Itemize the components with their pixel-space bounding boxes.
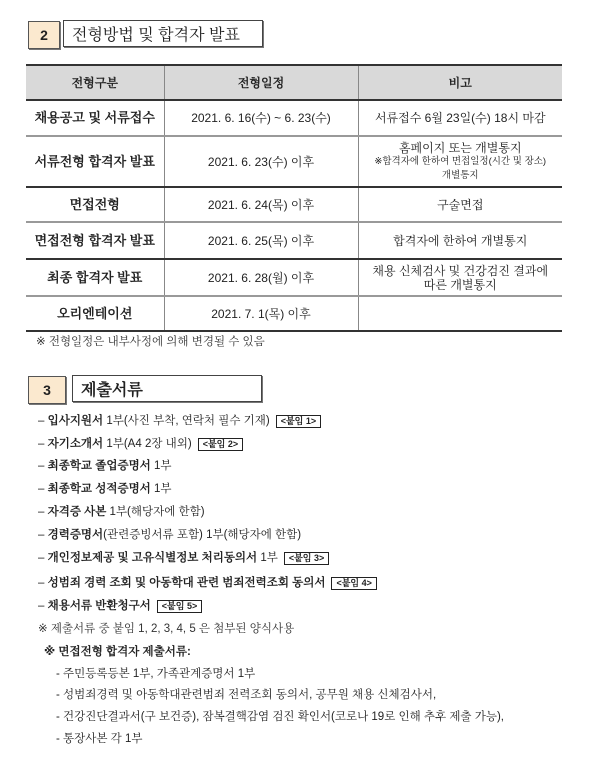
document-detail: 1부	[150, 460, 172, 472]
document-detail: 1부(해당자에 한함)	[106, 506, 205, 518]
dash: –	[38, 600, 45, 612]
dash: –	[38, 460, 45, 472]
section-title-3: 제출서류	[72, 375, 262, 402]
document-name: 자기소개서	[47, 438, 104, 450]
section-title-2: 전형방법 및 합격자 발표	[63, 20, 263, 47]
interview-doc-item: - 주민등록등본 1부, 가족관계증명서 1부	[56, 668, 256, 680]
table-row: 최종 합격자 발표 2021. 6. 28(월) 이후 채용 신체검사 및 건강검진 결과에 따른 개별통지	[26, 259, 562, 296]
document-name: 최종학교 졸업증명서	[47, 460, 151, 472]
document-name: 경력증명서	[47, 529, 104, 541]
table-header	[26, 65, 562, 100]
document-item	[38, 574, 377, 590]
dash: –	[38, 529, 45, 541]
document-name: 성범죄 경력 조회 및 아동학대 관련 범죄전력조회 동의서	[47, 577, 326, 589]
table-row: 면접전형 합격자 발표 2021. 6. 25(목) 이후 합격자에 한하여 개별통지	[26, 222, 562, 259]
document-item	[38, 549, 329, 565]
schedule-footnote: ※ 전형일정은 내부사정에 의해 변경될 수 있음	[36, 336, 265, 348]
section-number-3: 3	[28, 376, 66, 404]
document-name: 개인정보제공 및 고유식별정보 처리동의서	[47, 552, 258, 564]
dash: –	[38, 483, 45, 495]
table-row: 오리엔테이션 2021. 7. 1(목) 이후	[26, 296, 562, 331]
document-detail: (관련증빙서류 포함) 1부(해당자에 한함)	[103, 529, 302, 541]
document-name: 자격증 사본	[47, 506, 107, 518]
document-item	[38, 412, 321, 428]
document-detail: 1부(A4 2장 내외)	[103, 438, 192, 450]
interview-doc-item: - 통장사본 각 1부	[56, 733, 143, 745]
dash: –	[38, 506, 45, 518]
document-item	[38, 435, 243, 451]
interview-doc-item: - 건강진단결과서(구 보건증), 잠복결핵감염 검진 확인서(코로나 19로 인해 추후 제출 가능),	[56, 711, 504, 723]
document-item	[38, 480, 172, 496]
document-item	[38, 526, 301, 542]
interview-doc-item: - 성범죄경력 및 아동학대관련범죄 전력조회 동의서, 공무원 채용 신체검사서,	[56, 689, 437, 701]
document-name: 최종학교 성적증명서	[47, 483, 151, 495]
document-item	[38, 457, 172, 473]
document-detail: 1부	[257, 552, 278, 564]
document-detail: 1부(사진 부착, 연락처 필수 기재)	[103, 415, 270, 427]
document-item	[38, 503, 205, 519]
dash: –	[38, 415, 45, 427]
document-name: 채용서류 반환청구서	[47, 600, 151, 612]
document-detail: 1부	[150, 483, 172, 495]
attachment-tag: <붙임 4>	[331, 577, 376, 590]
header-note: 비고	[358, 65, 562, 100]
attachment-tag: <붙임 5>	[157, 600, 202, 613]
document-item	[38, 597, 202, 613]
document-name: 입사지원서	[47, 415, 104, 427]
attachment-tag: <붙임 1>	[276, 415, 321, 428]
attachment-tag: <붙임 2>	[198, 438, 243, 451]
table-row: 채용공고 및 서류접수 2021. 6. 16(수) ~ 6. 23(수) 서류접수 6월 23일(수) 18시 마감	[26, 100, 562, 136]
attachment-note: ※ 제출서류 중 붙임 1, 2, 3, 4, 5 은 첨부된 양식사용	[38, 623, 295, 635]
header-stage: 전형구분	[26, 65, 164, 100]
dash: –	[38, 552, 45, 564]
schedule-table	[26, 64, 562, 332]
header-date: 전형일정	[164, 65, 358, 100]
attachment-tag: <붙임 3>	[284, 552, 329, 565]
section-number-2: 2	[28, 21, 60, 49]
interview-docs-heading: ※ 면접전형 합격자 제출서류:	[44, 646, 191, 658]
table-row: 서류전형 합격자 발표 2021. 6. 23(수) 이후 홈페이지 또는 개별통지 ※합격자에 한하여 면접일정(시간 및 장소) 개별통지	[26, 136, 562, 187]
dash: –	[38, 438, 45, 450]
dash: –	[38, 577, 45, 589]
table-row: 면접전형 2021. 6. 24(목) 이후 구술면접	[26, 187, 562, 222]
